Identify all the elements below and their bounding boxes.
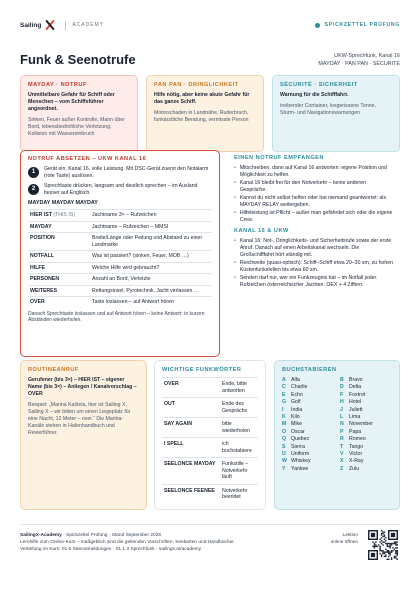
kanal16-item	[234, 260, 394, 274]
spelling-word: X-Ray	[349, 458, 364, 465]
spelling-item	[282, 384, 334, 391]
spelling-alphabet-grid	[282, 377, 392, 473]
spelling-letter: G	[282, 399, 287, 406]
spelling-letter: D	[340, 384, 344, 391]
procedure-value: Rettungsinsel, Pyrotechnik, Jacht verlassen …	[90, 285, 212, 297]
spelling-letter: T	[340, 443, 344, 450]
spelling-letter: N	[340, 421, 344, 428]
procedure-value: Welche Hilfe wird gebraucht?	[90, 262, 212, 274]
spelling-letter: F	[340, 391, 344, 398]
funkwort-meaning: Notverkehr beendet	[220, 484, 258, 504]
procedure-row	[28, 297, 212, 308]
kanal16-item	[234, 275, 394, 289]
spelling-word: Romeo	[349, 436, 366, 443]
spelling-word: Zulu	[349, 465, 360, 472]
spelling-letter: J	[340, 406, 343, 413]
kanal16-item-text: • Senden darf nur, wer ein Funkzeugnis hat – im Notfall jeder. Rufzeichen österreichischer Jachten: OEX + 4 Ziffern.	[239, 275, 378, 288]
buchstabieren-heading: BUCHSTABIEREN	[282, 367, 337, 373]
securite-heading: SÉCURITÉ · SICHERHEIT	[280, 82, 358, 88]
spelling-letter: H	[340, 399, 344, 406]
spelling-letter: B	[340, 377, 344, 383]
qr-label	[331, 533, 358, 547]
spelling-item	[282, 436, 334, 443]
procedure-row	[28, 285, 212, 297]
spelling-word: Uniform	[291, 451, 310, 458]
spelling-item	[282, 466, 334, 473]
academy-label: ACADEMY	[72, 22, 105, 28]
panpan-examples: Motorschaden in Landnähe, Ruderbruch, funkärztliche Beratung, vermisste Person	[154, 110, 249, 123]
empfang-item-text: • Kanal 16 bleibt frei für den Notverkehr – keine anderen Gespräche.	[239, 180, 366, 193]
spelling-word: Bravo	[349, 377, 363, 383]
spelling-item	[340, 429, 392, 436]
panpan-definition: Hilfe nötig, aber keine akute Gefahr für das ganze Schiff.	[154, 92, 250, 105]
subinfo-line2: MAYDAY · PAN PAN · SÉCURITÉ	[318, 61, 400, 67]
empfang-heading: EINEN NOTRUF EMPFANGEN	[234, 155, 324, 161]
spelling-item	[340, 384, 392, 391]
spelling-letter: X	[340, 458, 344, 465]
spelling-letter: U	[282, 451, 286, 458]
header-divider	[65, 21, 66, 30]
kanal16-heading: KANAL 16 & UKW	[234, 228, 289, 234]
routine-card	[20, 360, 147, 510]
page-subinfo	[318, 52, 400, 68]
spelling-word: Lima	[349, 414, 361, 421]
spelling-letter: V	[340, 451, 344, 458]
page-footer	[20, 524, 400, 574]
spelling-item	[340, 377, 392, 384]
empfang-item	[234, 195, 394, 209]
page-title: Funk & Seenotrufe	[20, 52, 136, 67]
spelling-word: Juliett	[349, 406, 363, 413]
panpan-heading: PAN PAN · DRINGLICHKEIT	[154, 82, 239, 88]
spelling-letter: Q	[282, 436, 287, 443]
funkwort-meaning: Ende des Gesprächs	[220, 398, 258, 418]
spelling-item	[340, 414, 392, 421]
funkwoerter-heading: WICHTIGE FUNKWÖRTER	[162, 367, 242, 373]
footer-brand: SailingX-Academy	[20, 533, 62, 538]
spelling-word: Oscar	[291, 428, 305, 435]
routine-format: Gerufener (bis 3×) – HIER IST – eigener Name (bis 3×) – Anliegen / Kanalvorschlag – OVER	[28, 377, 137, 397]
spelling-word: Papa	[349, 428, 362, 435]
spelling-item	[282, 421, 334, 428]
spelling-word: Charlie	[291, 384, 308, 391]
funkwoerter-card	[154, 360, 266, 510]
procedure-table	[28, 209, 212, 308]
footer-line-3: Vertiefung im Kurs: 01.5 Seenotmeldungen · 01.1.3 Sprechfunk · sailingx.at/academy	[20, 546, 202, 552]
funkwort-meaning: Ende, bitte antworten	[220, 378, 258, 398]
spelling-word: India	[291, 406, 303, 413]
notruf-footnote: Danach Sprechtaste loslassen und auf Antwort hören – keine Antwort: in kurzen Abständen wiederholen.	[28, 310, 205, 323]
funkwort-term: OUT	[162, 398, 220, 418]
notruf-heading: NOTRUF ABSETZEN – UKW KANAL 16	[28, 156, 147, 162]
qr-label-2: online öffnen	[330, 539, 358, 545]
spelling-letter: M	[282, 421, 287, 428]
spelling-letter: I	[282, 406, 284, 413]
subinfo-line1: UKW-Sprechfunk, Kanal 16	[334, 53, 400, 59]
kanal16-item	[234, 238, 394, 259]
step-number: 2	[28, 184, 39, 195]
procedure-key-translation: (THIS IS)	[51, 212, 75, 218]
doc-tag-label: SPICKZETTEL PRÜFUNG	[324, 22, 400, 28]
spelling-letter: A	[282, 377, 286, 383]
notruf-step-1	[28, 166, 212, 180]
spelling-letter: L	[340, 414, 344, 421]
kanal16-list	[234, 238, 394, 289]
spelling-letter: Z	[340, 465, 344, 472]
spelling-letter: S	[282, 443, 286, 450]
securite-card	[272, 75, 400, 152]
step-text: Gerät ein, Kanal 16, volle Leistung. Mit DSC-Gerät zuerst den Notalarm (rote Taste) auslösen.	[44, 166, 209, 179]
spelling-word: November	[349, 421, 373, 428]
spelling-item	[282, 407, 334, 414]
procedure-key: WEITERES	[28, 285, 90, 297]
funkwort-row	[162, 378, 258, 398]
funkwort-term: OVER	[162, 378, 220, 398]
funkwort-row	[162, 484, 258, 504]
spelling-word: Kilo	[291, 414, 300, 421]
spelling-word: Sierra	[291, 443, 305, 450]
spelling-letter: P	[340, 428, 344, 435]
mayday-card	[20, 75, 138, 152]
page-header	[20, 18, 400, 32]
empfang-list	[234, 165, 394, 224]
kanal16-item-text: • Kanal 16: Not-, Dringlichkeits- und Sicherheitsrufe sowie der erste Anruf. Danach auf einen Arbeitskanal wechseln. Die Großschifffahrt hört ständig mit.	[239, 238, 392, 258]
spelling-item	[340, 436, 392, 443]
routine-heading: ROUTINEANRUF	[28, 367, 79, 373]
step-text: Sprechtaste drücken, langsam und deutlich sprechen – im Ausland besser auf Englisch.	[44, 183, 198, 196]
spelling-word: Victor	[349, 451, 363, 458]
mayday-heading: MAYDAY · NOTRUF	[28, 82, 87, 88]
kanal16-item-text: • Reichweite (quasi-optisch): Schiff–Schiff etwa 20–30 sm, zu hohen Küstenfunkstellen bis etwa 60 sm.	[239, 260, 394, 273]
footer-line1-rest: · Spickzettel Prüfung · Stand September 2026	[61, 533, 162, 538]
spelling-letter: Y	[282, 465, 286, 472]
spelling-word: Hotel	[349, 399, 362, 406]
procedure-key: OVER	[28, 297, 90, 308]
funkwort-row	[162, 418, 258, 438]
funkwort-meaning: Funkstille – Notverkehr läuft	[220, 458, 258, 485]
spelling-letter: K	[282, 414, 286, 421]
procedure-value: Jachtname 3× – Rufzeichen	[90, 210, 212, 222]
procedure-value: Breite/Länge oder Peilung und Abstand zu einer Landmarke	[90, 233, 212, 251]
procedure-row	[28, 274, 212, 286]
spelling-letter: C	[282, 384, 286, 391]
spelling-item	[340, 392, 392, 399]
funkwort-row	[162, 458, 258, 485]
mayday-examples: Sinken, Feuer außer Kontrolle, Mann über Bord, lebensbedrohliche Verletzung, Kollision mit Wassereinbruch	[28, 117, 125, 137]
empfang-item	[234, 210, 394, 224]
funkwort-term: SAY AGAIN	[162, 418, 220, 438]
spelling-word: Echo	[291, 391, 303, 398]
procedure-row	[28, 262, 212, 274]
empfang-item-text: • Hilfeleistung ist Pflicht – außer man gefährdet sich oder die eigene Crew.	[239, 210, 393, 223]
spelling-item	[340, 399, 392, 406]
funkwort-meaning: ich buchstabiere	[220, 438, 258, 458]
procedure-key: POSITION	[28, 233, 90, 251]
securite-examples: treibender Container, losgerissene Tonne, Sturm- und Navigationswarnungen	[280, 103, 376, 116]
step-number: 1	[28, 167, 39, 178]
mayday-definition: Unmittelbare Gefahr für Schiff oder Menschen – vom Schiffsführer angeordnet.	[28, 92, 115, 112]
spelling-letter: W	[282, 458, 287, 465]
spelling-item	[282, 458, 334, 465]
spelling-word: Quebec	[291, 436, 310, 443]
spelling-item	[282, 414, 334, 421]
funkwort-row	[162, 398, 258, 418]
qr-code-icon[interactable]	[368, 530, 398, 560]
procedure-key: HIER IST (THIS IS)	[28, 210, 90, 222]
empfang-item-text: • Mitschreiben, dann auf Kanal 16 antworten: eigene Position und Möglichkeit zu helfen.	[239, 165, 387, 178]
procedure-key: NOTFALL	[28, 251, 90, 263]
spelling-word: Tango	[349, 443, 364, 450]
notruf-step-2	[28, 183, 212, 197]
procedure-value: Was ist passiert? (sinken, Feuer, MOB …)	[90, 251, 212, 263]
spelling-item	[340, 421, 392, 428]
spelling-word: Yankee	[291, 465, 309, 472]
spelling-word: Delta	[349, 384, 362, 391]
procedure-key: PERSONEN	[28, 274, 90, 286]
mayday-call-line: MAYDAY MAYDAY MAYDAY	[28, 200, 98, 206]
funkwort-meaning: bitte wiederholen	[220, 418, 258, 438]
spelling-item	[340, 466, 392, 473]
funkwort-row	[162, 438, 258, 458]
doc-tag	[315, 22, 400, 28]
funkwort-term: SEELONCE MAYDAY	[162, 458, 220, 485]
spelling-item	[282, 451, 334, 458]
footer-line-2: Lernhilfe zum Online-Kurs – maßgeblich sind die geltenden Vorschriften, Seekarten und Handbücher.	[20, 539, 235, 545]
spelling-word: Foxtrot	[349, 391, 366, 398]
panpan-card	[146, 75, 264, 152]
procedure-value: Anzahl an Bord, Verletzte	[90, 274, 212, 286]
procedure-row	[28, 251, 212, 263]
procedure-row	[28, 210, 212, 222]
buchstabieren-card	[274, 360, 400, 510]
procedure-key: MAYDAY	[28, 221, 90, 233]
funkwort-term: I SPELL	[162, 438, 220, 458]
spelling-word: Golf	[291, 399, 301, 406]
empfang-item	[234, 180, 394, 194]
procedure-value: Taste loslassen – auf Antwort hören	[90, 297, 212, 308]
tag-dot-icon	[315, 23, 320, 28]
spelling-item	[340, 444, 392, 451]
spelling-word: Mike	[291, 421, 302, 428]
securite-definition: Warnung für die Schifffahrt.	[280, 92, 349, 98]
spelling-item	[282, 392, 334, 399]
procedure-row	[28, 233, 212, 251]
funkwort-term: SEELONCE FEENEE	[162, 484, 220, 504]
spelling-word: Alfa	[291, 377, 300, 383]
spelling-item	[282, 377, 334, 384]
empfang-item-text: • Kannst du nicht selbst helfen oder hat niemand geantwortet: als MAYDAY RELAY weitergeben.	[239, 195, 387, 208]
spelling-item	[282, 399, 334, 406]
spelling-letter: R	[340, 436, 344, 443]
qr-label-1: Lektion	[342, 533, 358, 538]
procedure-key: HILFE	[28, 262, 90, 274]
notruf-card	[20, 150, 220, 357]
spelling-item	[340, 458, 392, 465]
funkwoerter-table	[162, 377, 258, 504]
spelling-item	[282, 444, 334, 451]
routine-example: Beispiel: „Marina Kaštela, hier ist Sailing X, Sailing X – wir bitten um einen Liegeplatz für eine Nacht, 12 Meter – over.“ Die Marina-Kanäle stehen in Hafenhandbuch und Revierführer.	[28, 402, 131, 436]
procedure-value: Jachtname – Rufzeichen – MMSI	[90, 221, 212, 233]
brand-x-logo-icon	[43, 19, 57, 31]
brand-name: Sailing	[20, 21, 42, 29]
spelling-item	[340, 451, 392, 458]
procedure-row	[28, 221, 212, 233]
spelling-item	[340, 407, 392, 414]
spelling-word: Whiskey	[291, 458, 311, 465]
empfang-card	[228, 150, 400, 357]
spelling-item	[282, 429, 334, 436]
spelling-letter: O	[282, 428, 287, 435]
spelling-letter: E	[282, 391, 286, 398]
empfang-item	[234, 165, 394, 179]
